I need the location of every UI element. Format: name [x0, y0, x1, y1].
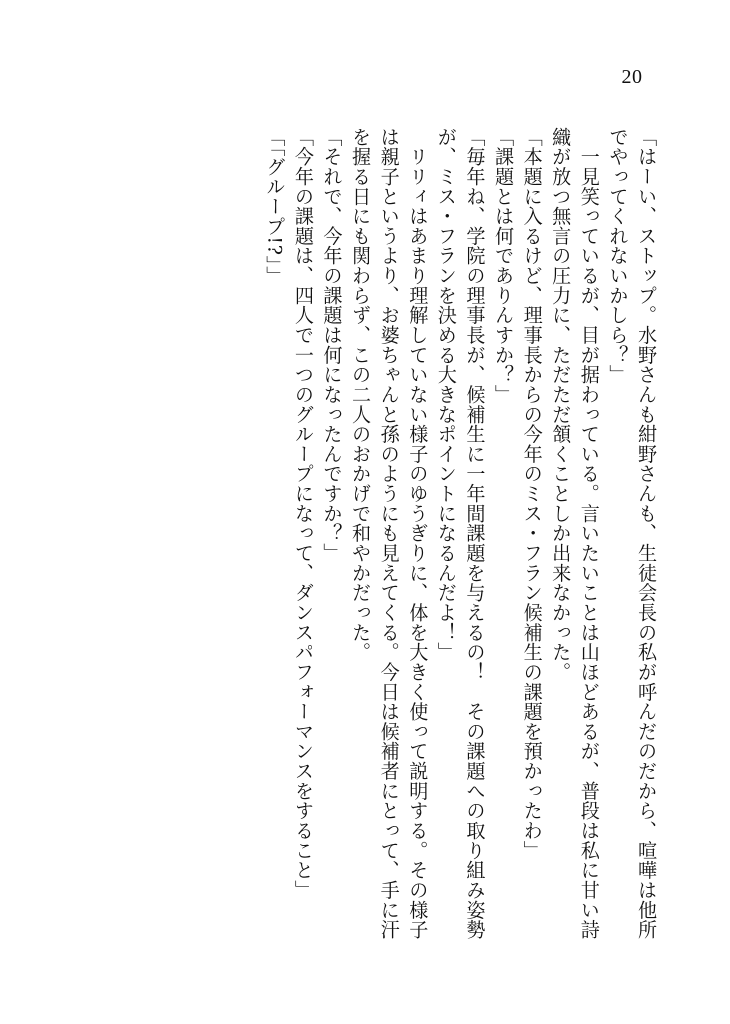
text-line: が、ミス・フランを決める大きなポイントになるんだよ！」 — [434, 127, 458, 663]
text-line: 織が放つ無言の圧力に、ただただ頷くことしか出来なかった。 — [549, 127, 573, 682]
text-line: 「それで、今年の課題は何になったんですか？」 — [320, 127, 344, 564]
text-line: を握る日にも関わらず、この二人のおかげで和やかだった。 — [349, 127, 373, 663]
text-line: 一見笑っているが、目が据わっている。言いたいことは山ほどあるが、普段は私に甘い詩 — [577, 127, 601, 940]
text-line: 「今年の課題は、四人で一つのグループになって、ダンスパフォーマンスをすること」 — [291, 127, 315, 900]
text-line: リリィはあまり理解していない様子のゆうぎりに、体を大きく使って説明する。その様子 — [406, 127, 430, 940]
text-line: 「課題とは何でありんすか？」 — [492, 127, 516, 405]
text-line: でやってくれないかしら？」 — [606, 127, 630, 385]
text-line: 「はーい、ストップ。水野さんも紺野さんも、生徒会長の私が呼んだのだから、喧嘩は他所 — [635, 127, 658, 940]
text-line: 「本題に入るけど、理事長からの今年のミス・フラン候補生の課題を預かったわ」 — [520, 127, 544, 861]
text-line: は親子というより、お婆ちゃんと孫のようにも見えてくる。今日は候補者にとって、手に汗 — [377, 127, 401, 940]
page-number: 20 — [621, 66, 643, 88]
vertical-body-text — [260, 127, 660, 957]
text-line: 「「グループ!?」」 — [263, 127, 287, 286]
text-line: 「毎年ね、学院の理事長が、候補生に一年間課題を与えるの！ その課題への取り組み姿勢 — [463, 127, 487, 940]
